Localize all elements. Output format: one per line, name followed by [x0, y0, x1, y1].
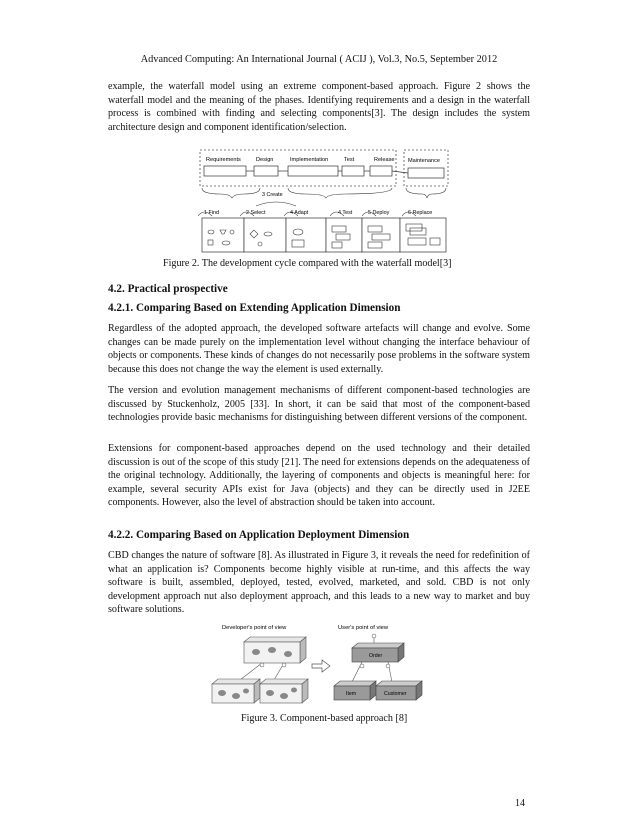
brace [406, 188, 446, 198]
customer-label: Customer [384, 691, 407, 697]
order-box [352, 643, 404, 662]
transition-arrow [312, 660, 330, 672]
item-box [334, 681, 376, 700]
step-label: 4 Test [338, 210, 353, 216]
phase-label: Release [374, 157, 395, 163]
create-arc [256, 202, 296, 206]
section-heading-4-2-1: 4.2.1. Comparing Based on Extending Application Dimension [108, 302, 401, 314]
customer-box [376, 681, 422, 700]
step-label: 5 Deploy [368, 210, 390, 216]
paragraph-4-2-2: CBD changes the nature of software [8]. As illustrated in Figure 3, it reveals the need for redefinition of what an application is? Components become highly visible at run-time, and this affects the way software is built, assembled, deployed, tested, evolved, marketed, and sold. CBD is not only development approach nut also deployment approach, and this leads to a new way to market and buy software solutions. [108, 550, 530, 616]
phase-label: Maintenance [408, 158, 441, 164]
step-panel [244, 218, 286, 252]
paragraph-intro: example, the waterfall model using an extreme component-based approach. Figure 2 shows the waterfall model and the meaning of the phases. Identifying requirements and a design in the waterfall process is combined with finding and selecting components[3]. The design includes the system architecture design and component identification/selection. [108, 81, 530, 133]
running-header: Advanced Computing: An International Journal ( ACIJ ), Vol.3, No.5, September 2012 [140, 54, 498, 65]
phase-label: Test [344, 157, 355, 163]
step-label: 2 Select [246, 210, 266, 216]
developer-component-right [260, 679, 308, 703]
phase-label: Implementation [290, 157, 329, 163]
paragraph-4-2-1-a: Regardless of the adopted approach, the developed software artefacts will change and evolve. Some changes can be made purely on the implementation level without changing the interface behaviour of objects or components. These kinds of changes do not necessarily pose problems in the software system because this does not change the way the element is used externally. [108, 323, 530, 375]
phase-box [204, 166, 246, 176]
figure-2 [196, 148, 452, 254]
phase-box [408, 168, 444, 178]
item-label: Item [346, 691, 357, 697]
phase-label: Requirements [206, 157, 241, 163]
step-label: 1 Find [204, 210, 219, 216]
developer-view-label: Developer's point of view [222, 625, 287, 631]
figure-2-caption: Figure 2. The development cycle compared with the waterfall model[3] [163, 258, 452, 269]
page-number: 14 [515, 798, 525, 809]
brace [202, 188, 260, 198]
phase-box [288, 166, 338, 176]
figure-3-caption: Figure 3. Component-based approach [8] [241, 713, 408, 724]
phase-box [370, 166, 392, 176]
section-heading-4-2-2: 4.2.2. Comparing Based on Application Deployment Dimension [108, 529, 410, 541]
paragraph-4-2-1-c: Extensions for component-based approaches depend on the used technology and their detailed discussion is out of the scope of this study [21]. The need for extensions depends on the adequateness of the original technology. Additionally, the layering of components and objects is meaningful here: for example, several security APIs exist for Java (objects) and they can be directly used in J2EE components. However, also the level of abstraction should be taken into account. [108, 443, 530, 509]
figure-3 [204, 620, 438, 706]
order-label: Order [369, 653, 383, 659]
user-view-label: User's point of view [338, 625, 389, 631]
create-label: 3 Create [262, 192, 283, 198]
developer-component-left [212, 679, 260, 703]
section-heading-4-2: 4.2. Practical prospective [108, 283, 228, 295]
brace [288, 188, 392, 198]
phase-label: Design [256, 157, 274, 163]
step-label: 4 Adapt [290, 210, 309, 216]
developer-component-top [244, 637, 306, 663]
phase-box [254, 166, 278, 176]
phase-box [342, 166, 364, 176]
paragraph-4-2-1-b: The version and evolution management mechanisms of different component-based technologies are discussed by Stuckenholz, 2005 [33]. In short, it can be said that most of the component-based technologies provide basic mechanisms for distinguishing between different versions of the component. [108, 385, 530, 424]
step-panel [202, 218, 244, 252]
step-label: 6 Replace [408, 210, 433, 216]
step-panel [326, 218, 362, 252]
